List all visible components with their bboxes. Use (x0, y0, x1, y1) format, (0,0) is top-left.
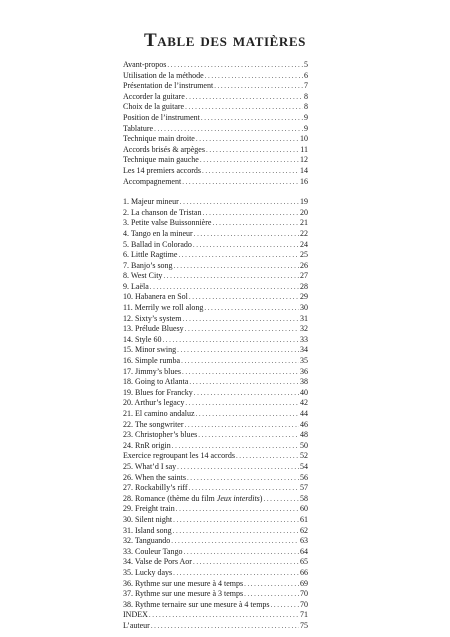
toc-leader-dots (200, 155, 299, 166)
toc-group (123, 60, 308, 187)
toc-page-number: 62 (300, 525, 308, 535)
toc-leader-dots (202, 208, 299, 219)
toc-page-number: 61 (300, 514, 308, 524)
toc-entry-title: 1. Majeur mineur (123, 197, 179, 207)
toc-entry-title: 34. Valse de Pors Aor (123, 557, 192, 567)
toc-page-number: 7 (304, 81, 308, 91)
toc-entry[interactable] (123, 420, 308, 431)
toc-leader-dots (171, 536, 299, 547)
toc-entry-title: 27. Rockabilly’s riff (123, 483, 188, 493)
toc-entry[interactable] (123, 494, 308, 505)
toc-entry[interactable] (123, 208, 308, 219)
toc-page-number: 9 (304, 112, 308, 122)
toc-entry[interactable] (123, 579, 308, 590)
toc-entry[interactable] (123, 621, 308, 632)
toc-entry-title: 16. Simple rumba (123, 356, 181, 366)
toc-leader-dots (198, 430, 299, 441)
toc-entry[interactable] (123, 367, 308, 378)
toc-entry-title: 24. RnR origin (123, 440, 171, 450)
toc-entry-title: Exercice regroupant les 14 accords (123, 451, 235, 461)
toc-page-number: 63 (300, 536, 308, 546)
toc-entry-title: 21. El camino andaluz (123, 409, 195, 418)
toc-entry[interactable] (123, 441, 308, 452)
toc-entry-title: 35. Lucky days (123, 567, 173, 577)
toc-entry[interactable] (123, 515, 308, 526)
toc-page-number: 75 (300, 620, 308, 630)
toc-leader-dots (271, 600, 299, 611)
toc-entry[interactable] (123, 335, 308, 346)
toc-entry-title: 19. Blues for Francky (123, 387, 193, 397)
toc-page-number: 30 (300, 303, 308, 313)
toc-page-number: 11 (300, 144, 308, 154)
toc-entry[interactable] (123, 324, 308, 335)
toc-entry[interactable] (123, 430, 308, 441)
toc-page-number: 10 (300, 134, 308, 144)
toc-entry[interactable] (123, 240, 308, 251)
toc-entry[interactable] (123, 409, 308, 420)
toc-entry[interactable] (123, 526, 308, 537)
toc-entry[interactable] (123, 250, 308, 261)
toc-entry-title: 13. Prélude Bluesy (123, 324, 184, 334)
toc-page-number: 46 (300, 419, 308, 429)
toc-leader-dots (173, 526, 299, 537)
toc-leader-dots (185, 324, 299, 335)
toc-entry[interactable] (123, 60, 308, 71)
toc-leader-dots (178, 250, 299, 261)
toc-page-number: 58 (300, 493, 308, 503)
toc-entry[interactable] (123, 102, 308, 113)
toc-entry[interactable] (123, 600, 308, 611)
toc-entry[interactable] (123, 166, 308, 177)
toc-entry[interactable] (123, 314, 308, 325)
toc-page-number: 5 (304, 60, 308, 69)
toc-entry-title: 30. Silent night (123, 514, 173, 524)
toc-page-number: 32 (300, 324, 308, 334)
toc-leader-dots (194, 388, 299, 399)
toc-page-number: 70 (300, 589, 308, 599)
toc-entry-title: 17. Jimmy’s blues (123, 366, 182, 376)
toc-page-number: 28 (300, 281, 308, 291)
toc-leader-dots (163, 271, 299, 282)
toc-leader-dots (236, 451, 299, 462)
toc-page-number: 56 (300, 472, 308, 482)
toc-page-number: 57 (300, 483, 308, 493)
toc-leader-dots (176, 504, 299, 515)
toc-entry-title: 10. Habanera en Sol (123, 292, 188, 302)
toc-entry[interactable] (123, 271, 308, 282)
toc-entry-title: Tablature (123, 123, 154, 133)
toc-page-number: 42 (300, 398, 308, 408)
toc-page-number: 70 (300, 599, 308, 609)
toc-leader-dots (205, 71, 303, 82)
toc-leader-dots (167, 60, 303, 71)
toc-leader-dots (162, 335, 299, 346)
toc-entry[interactable] (123, 177, 308, 188)
toc-entry-title: 26. When the saints (123, 472, 186, 482)
toc-entry-title: 4. Tango en la mineur (123, 228, 193, 238)
toc-page-number: 65 (300, 557, 308, 567)
toc-leader-dots (185, 398, 299, 409)
toc-page-number: 22 (300, 228, 308, 238)
toc-entry[interactable] (123, 610, 308, 621)
toc-entry[interactable] (123, 398, 308, 409)
toc-entry-title: 22. The songwriter (123, 419, 184, 429)
toc-page-number: 14 (300, 165, 308, 175)
toc-entry-title: 3. Petite valse Buissonnière (123, 218, 212, 228)
toc-page-number: 25 (300, 250, 308, 260)
toc-page-number: 31 (300, 313, 308, 323)
toc-entry-title: 18. Going to Atlanta (123, 377, 189, 387)
toc-entry[interactable] (123, 568, 308, 579)
toc-page-number: 6 (304, 70, 308, 80)
toc-leader-dots (173, 515, 299, 526)
toc-page-number: 33 (300, 334, 308, 344)
toc-entry-title: 36. Rythme sur une mesure à 4 temps (123, 578, 244, 588)
toc-entry-title: 15. Minor swing (123, 345, 177, 355)
toc-leader-dots (189, 377, 299, 388)
toc-leader-dots (196, 134, 299, 145)
toc-page-number: 54 (300, 461, 308, 471)
toc-entry-title: Accords brisés & arpèges (123, 144, 205, 154)
toc-leader-dots (189, 292, 299, 303)
toc-entry-title: 33. Couleur Tango (123, 546, 183, 556)
toc-entry-title: Les 14 premiers accords (123, 165, 201, 175)
toc-entry-title: 25. What’d I say (123, 461, 177, 471)
toc-page-number: 19 (300, 197, 308, 207)
toc-entry-title: 20. Arthur’s legacy (123, 398, 185, 408)
toc-entry[interactable] (123, 536, 308, 547)
toc-entry[interactable] (123, 451, 308, 462)
toc-page-number: 29 (300, 292, 308, 302)
toc-leader-dots (212, 218, 299, 229)
toc-entry[interactable] (123, 292, 308, 303)
toc-page-number: 64 (300, 546, 308, 556)
toc-entry-title: 12. Sixty’s system (123, 313, 182, 323)
toc-leader-dots (196, 409, 299, 420)
toc-leader-dots (201, 113, 303, 124)
toc-leader-dots (185, 420, 299, 431)
toc-leader-dots (193, 240, 299, 251)
toc-leader-dots (154, 124, 303, 135)
toc-leader-dots (177, 345, 299, 356)
toc-entry[interactable] (123, 483, 308, 494)
toc-entry-title: Accorder la guitare (123, 91, 185, 101)
toc-leader-dots (177, 462, 299, 473)
toc-leader-dots (181, 356, 299, 367)
toc-entry-title: INDEX (123, 610, 148, 620)
toc-page-number: 71 (300, 610, 308, 620)
toc-entry[interactable] (123, 388, 308, 399)
toc-page-number: 36 (300, 366, 308, 376)
toc-page-number: 20 (300, 207, 308, 217)
toc-leader-dots (172, 441, 299, 452)
toc-entry[interactable] (123, 504, 308, 515)
toc-leader-dots (187, 473, 299, 484)
toc-page-number: 60 (300, 504, 308, 514)
toc-page-number: 34 (300, 345, 308, 355)
toc-entry[interactable] (123, 229, 308, 240)
toc-entry-title: Technique main droite (123, 134, 195, 144)
toc-entry-title: L’auteur (123, 620, 150, 630)
toc-entry-title: 8. West City (123, 271, 163, 281)
toc-page-number: 52 (300, 451, 308, 461)
toc-entry-title: Accompagnement (123, 176, 182, 186)
toc-entry[interactable] (123, 547, 308, 558)
toc-entry-title: Position de l’instrument (123, 112, 200, 122)
toc-leader-dots (263, 494, 299, 505)
toc-leader-dots (149, 610, 299, 621)
toc-entry-title: 11. Merrily we roll along (123, 303, 204, 313)
toc-entry-title: 28. Romance (thème du film Jeux interdits) (123, 493, 263, 503)
table-of-contents (123, 60, 308, 631)
toc-entry[interactable] (123, 124, 308, 135)
toc-leader-dots (182, 314, 299, 325)
toc-page-number: 26 (300, 260, 308, 270)
toc-leader-dots (182, 367, 299, 378)
toc-leader-dots (150, 282, 299, 293)
toc-leader-dots (189, 483, 299, 494)
toc-leader-dots (214, 81, 303, 92)
toc-entry[interactable] (123, 218, 308, 229)
toc-page-number: 9 (304, 123, 308, 133)
toc-entry-title: Utilisation de la méthode (123, 70, 204, 80)
toc-entry[interactable] (123, 377, 308, 388)
toc-leader-dots (151, 621, 299, 632)
toc-page-number: 24 (300, 239, 308, 249)
toc-page-number: 50 (300, 440, 308, 450)
toc-entry-title: Avant-propos (123, 60, 167, 69)
toc-leader-dots (206, 145, 299, 156)
toc-page-number: 48 (300, 430, 308, 440)
toc-entry[interactable] (123, 462, 308, 473)
toc-page-number: 16 (300, 176, 308, 186)
toc-entry[interactable] (123, 282, 308, 293)
toc-entry-title: 14. Style 60 (123, 334, 162, 344)
toc-page-number: 69 (300, 578, 308, 588)
toc-leader-dots (204, 303, 299, 314)
toc-entry[interactable] (123, 113, 308, 124)
toc-entry-title: 9. Laëla (123, 281, 149, 291)
toc-page-number: 38 (300, 377, 308, 387)
toc-entry[interactable] (123, 197, 308, 208)
toc-entry[interactable] (123, 303, 308, 314)
toc-entry-title: Présentation de l’instrument (123, 81, 214, 91)
toc-entry[interactable] (123, 81, 308, 92)
toc-page-number: 8 (304, 102, 308, 112)
toc-leader-dots (184, 547, 299, 558)
toc-page-number: 27 (300, 271, 308, 281)
toc-leader-dots (194, 229, 299, 240)
toc-entry[interactable] (123, 145, 308, 156)
toc-leader-dots (182, 177, 299, 188)
toc-leader-dots (244, 589, 299, 600)
toc-entry-title: 31. Island song (123, 525, 172, 535)
toc-leader-dots (244, 579, 299, 590)
toc-leader-dots (174, 261, 299, 272)
toc-entry-title: 37. Rythme sur une mesure à 3 temps (123, 589, 244, 599)
toc-entry-title: 5. Ballad in Colorado (123, 239, 192, 249)
toc-entry-title: 7. Banjo’s song (123, 260, 173, 270)
toc-leader-dots (193, 557, 299, 568)
toc-entry-title: 29. Freight train (123, 504, 175, 514)
toc-page-number: 12 (300, 155, 308, 165)
toc-page-number: 35 (300, 356, 308, 366)
toc-entry-title: Technique main gauche (123, 155, 199, 165)
toc-entry[interactable] (123, 473, 308, 484)
toc-entry[interactable] (123, 356, 308, 367)
toc-leader-dots (185, 102, 303, 113)
page-title: Table des matières (143, 30, 307, 51)
toc-entry-title: 6. Little Ragtime (123, 250, 178, 260)
toc-entry[interactable] (123, 557, 308, 568)
toc-entry-title: Choix de la guitare (123, 102, 185, 112)
toc-leader-dots (202, 166, 299, 177)
toc-page-number: 66 (300, 567, 308, 577)
toc-entry[interactable] (123, 155, 308, 166)
toc-page-number: 44 (300, 409, 308, 418)
toc-entry[interactable] (123, 92, 308, 103)
toc-entry[interactable] (123, 261, 308, 272)
toc-page-number: 40 (300, 387, 308, 397)
toc-entry-title: 38. Rythme ternaire sur une mesure à 4 temps (123, 599, 270, 609)
toc-entry-title: 32. Tanguando (123, 536, 171, 546)
toc-group (123, 197, 308, 631)
toc-page-number: 21 (300, 218, 308, 228)
toc-leader-dots (173, 568, 299, 579)
toc-leader-dots (186, 92, 303, 103)
toc-entry[interactable] (123, 71, 308, 82)
toc-entry[interactable] (123, 134, 308, 145)
toc-leader-dots (180, 197, 299, 208)
toc-entry[interactable] (123, 345, 308, 356)
toc-page-number: 8 (304, 91, 308, 101)
toc-entry-title: 23. Christopher’s blues (123, 430, 198, 440)
toc-entry-title: 2. La chanson de Tristan (123, 207, 202, 217)
toc-entry[interactable] (123, 589, 308, 600)
